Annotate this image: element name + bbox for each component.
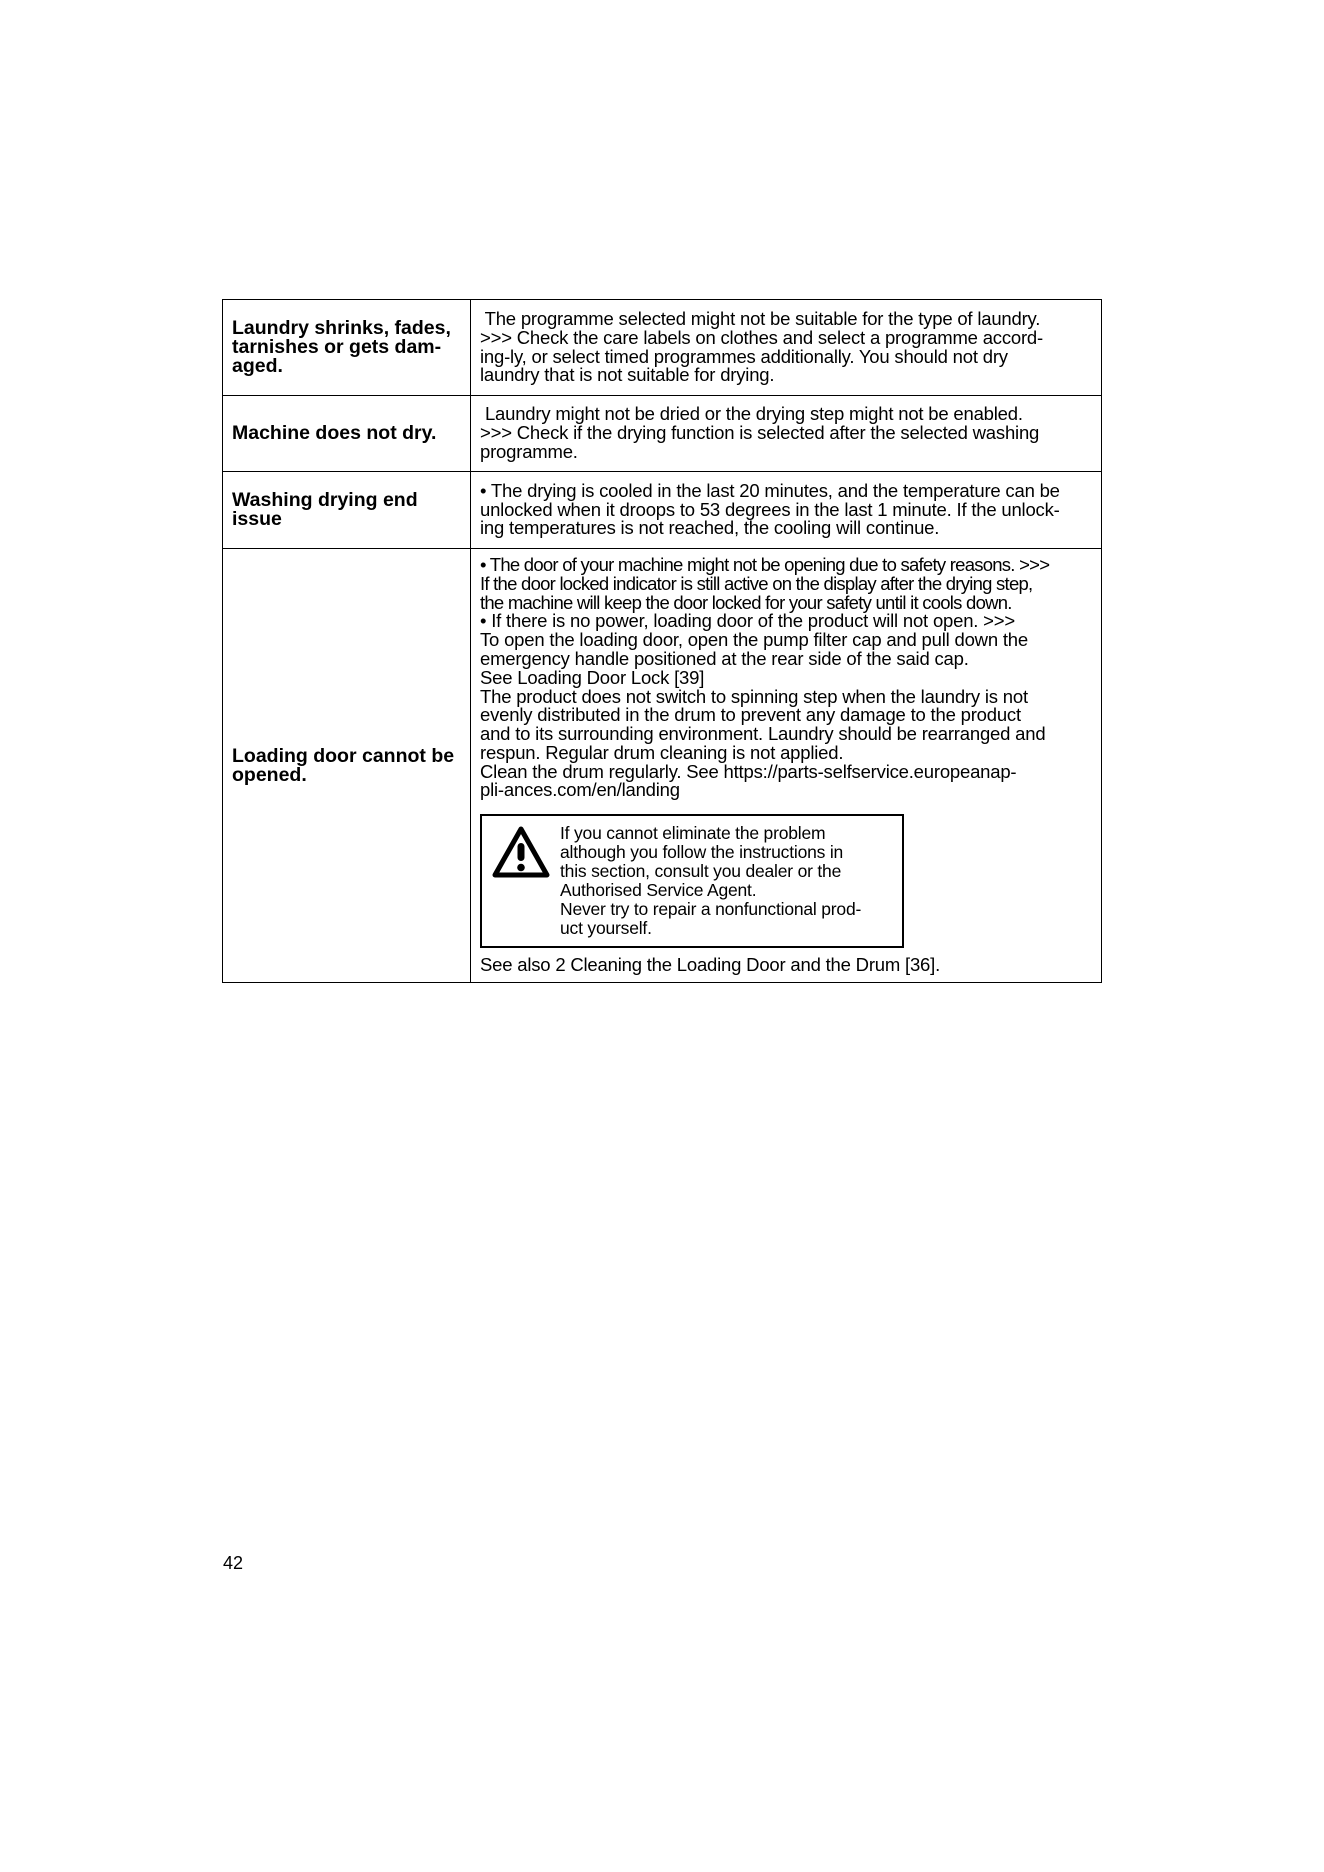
table-row xyxy=(223,472,1102,549)
issue-line: opened. xyxy=(232,763,307,786)
solution-line: To open the loading door, open the pump filter cap and pull down the xyxy=(480,629,1028,651)
issue-line: aged. xyxy=(232,355,283,377)
solution-line: and to its surrounding environment. Laundry should be rearranged and xyxy=(480,723,1046,745)
solution-line: Clean the drum regularly. See https://parts-selfservice.europeanap- xyxy=(480,760,1017,782)
issue-line: Machine does not dry. xyxy=(232,422,437,444)
warning-line: uct yourself. xyxy=(560,918,652,939)
table-row xyxy=(223,549,1102,983)
solution-line: ing-ly, or select timed programmes additionally. You should not dry xyxy=(480,345,1008,367)
page-number: 42 xyxy=(223,1553,244,1573)
issue-line: Loading door cannot be xyxy=(232,744,455,767)
issue-cell xyxy=(223,396,471,472)
solution-line: The product does not switch to spinning step when the laundry is not xyxy=(480,685,1028,707)
warning-box xyxy=(480,814,904,948)
issue-line: Washing drying end xyxy=(232,489,418,511)
solution-cell xyxy=(471,472,1102,549)
warning-line: although you follow the instructions in xyxy=(560,842,844,863)
solution-line: laundry that is not suitable for drying. xyxy=(480,364,775,386)
solution-line: respun. Regular drum cleaning is not applied. xyxy=(480,741,844,763)
see-also-reference: See also 2 Cleaning the Loading Door and the Drum [36]. xyxy=(480,954,941,976)
solution-line: programme. xyxy=(480,440,578,462)
issue-cell xyxy=(223,472,471,549)
issue-line: issue xyxy=(232,508,282,530)
solution-line: • The door of your machine might not be opening due to safety reasons. >>> xyxy=(480,553,1050,575)
solution-line: the machine will keep the door locked for your safety until it cools down. xyxy=(480,591,1012,613)
issue-line: Laundry shrinks, fades, xyxy=(232,317,451,339)
table-row xyxy=(223,300,1102,396)
warning-text xyxy=(560,824,861,938)
solution-line: evenly distributed in the drum to prevent any damage to the product xyxy=(480,704,1021,726)
solution-cell xyxy=(471,300,1102,396)
solution-line: • The drying is cooled in the last 20 minutes, and the temperature can be xyxy=(480,479,1060,501)
issue-line: tarnishes or gets dam- xyxy=(232,336,442,358)
solution-line: The programme selected might not be suitable for the type of laundry. xyxy=(480,307,1041,329)
solution-line: If the door locked indicator is still active on the display after the drying step, xyxy=(480,572,1033,594)
solution-cell xyxy=(471,549,1102,983)
solution-line: • If there is no power, loading door of the product will not open. >>> xyxy=(480,610,1015,632)
solution-line: >>> Check if the drying function is selected after the selected washing xyxy=(480,422,1040,444)
solution-line: emergency handle positioned at the rear side of the said cap. xyxy=(480,647,969,669)
warning-line: Authorised Service Agent. xyxy=(560,880,757,901)
warning-triangle-icon xyxy=(492,826,550,878)
table-row xyxy=(223,396,1102,472)
warning-line: If you cannot eliminate the problem xyxy=(560,823,826,844)
warning-line: this section, consult you dealer or the xyxy=(560,861,842,882)
solution-line: >>> Check the care labels on clothes and select a programme accord- xyxy=(480,326,1043,348)
warning-line: Never try to repair a nonfunctional prod- xyxy=(560,899,862,920)
solution-cell xyxy=(471,396,1102,472)
solution-line: ing temperatures is not reached, the cooling will continue. xyxy=(480,517,940,539)
solution-line: unlocked when it droops to 53 degrees in the last 1 minute. If the unlock- xyxy=(480,498,1060,520)
issue-cell xyxy=(223,549,471,983)
issue-cell xyxy=(223,300,471,396)
troubleshooting-table xyxy=(222,299,1102,983)
solution-line: See Loading Door Lock [39] xyxy=(480,666,705,688)
solution-line: pli-ances.com/en/landing xyxy=(480,779,680,801)
solution-line: Laundry might not be dried or the drying step might not be enabled. xyxy=(480,403,1023,425)
